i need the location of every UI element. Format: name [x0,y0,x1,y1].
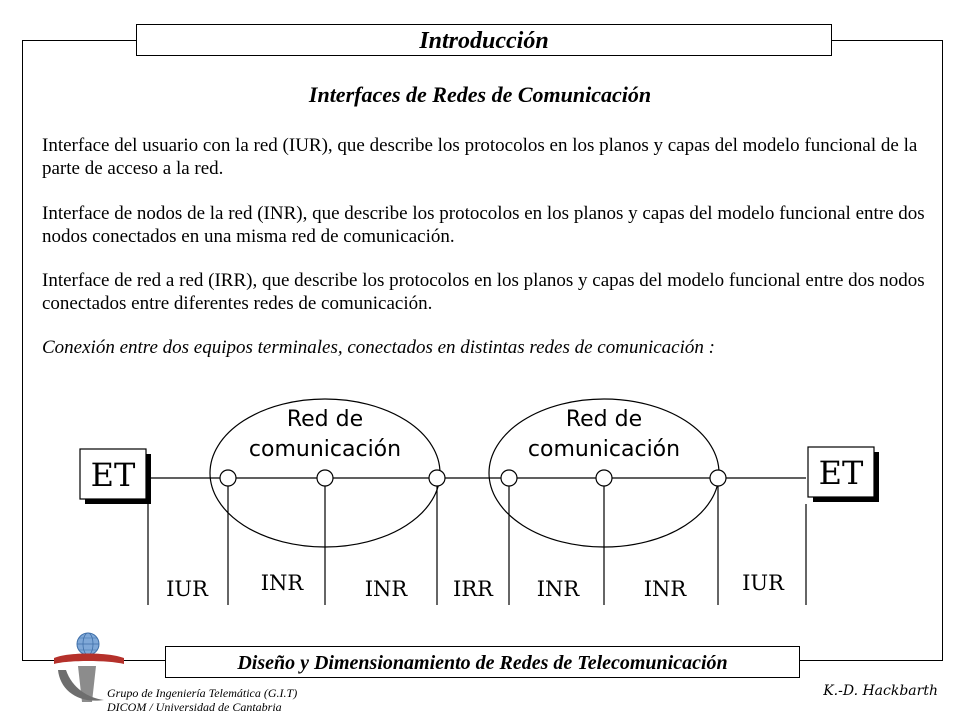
node-circle [710,470,726,486]
paragraph-iur: Interface del usuario con la red (IUR), que describe los protocolos en los planos y capas del modelo funcional de la parte de acceso a la red. [42,135,918,179]
network-diagram [0,380,960,620]
network-2-label-line2: comunicación [527,437,681,462]
group-credit-line1: Grupo de Ingeniería Telemática (G.I.T) [107,686,298,700]
terminal-right-label: ET [818,454,864,492]
network-2-label-line1: Red de [565,407,643,432]
interface-label-inr-4: INR [643,577,687,601]
paragraph-connection: Conexión entre dos equipos terminales, conectados en distintas redes de comunicación : [42,337,715,358]
header-title: Introducción [136,24,832,56]
paragraph-inr: Interface de nodos de la red (INR), que describe los protocolos en los planos y capas del modelo funcional entre dos nodos conectados en una misma red de comunicación. [42,203,925,247]
node-circle [220,470,236,486]
node-circle [317,470,333,486]
node-circle [501,470,517,486]
group-credit [107,686,297,714]
course-title: Diseño y Dimensionamiento de Redes de Telecomunicación [165,646,800,678]
author-name: K.-D. Hackbarth [823,683,938,699]
interface-label-irr: IRR [453,577,493,601]
interface-label-iur-right: IUR [742,571,784,595]
interface-label-iur-left: IUR [166,577,208,601]
node-circle [596,470,612,486]
interface-label-inr-3: INR [536,577,580,601]
network-1-label-line1: Red de [286,407,364,432]
node-circle [429,470,445,486]
network-1-label-line2: comunicación [248,437,402,462]
interface-label-inr-2: INR [364,577,408,601]
interface-label-inr-1: INR [260,571,304,595]
slide-subtitle: Interfaces de Redes de Comunicación [308,82,652,107]
group-credit-line2: DICOM / Universidad de Cantabria [107,700,282,714]
terminal-left-label: ET [90,456,136,494]
paragraph-irr: Interface de red a red (IRR), que describe los protocolos en los planos y capas del modelo funcional entre dos nodos conectados entre diferentes redes de comunicación. [42,270,925,314]
